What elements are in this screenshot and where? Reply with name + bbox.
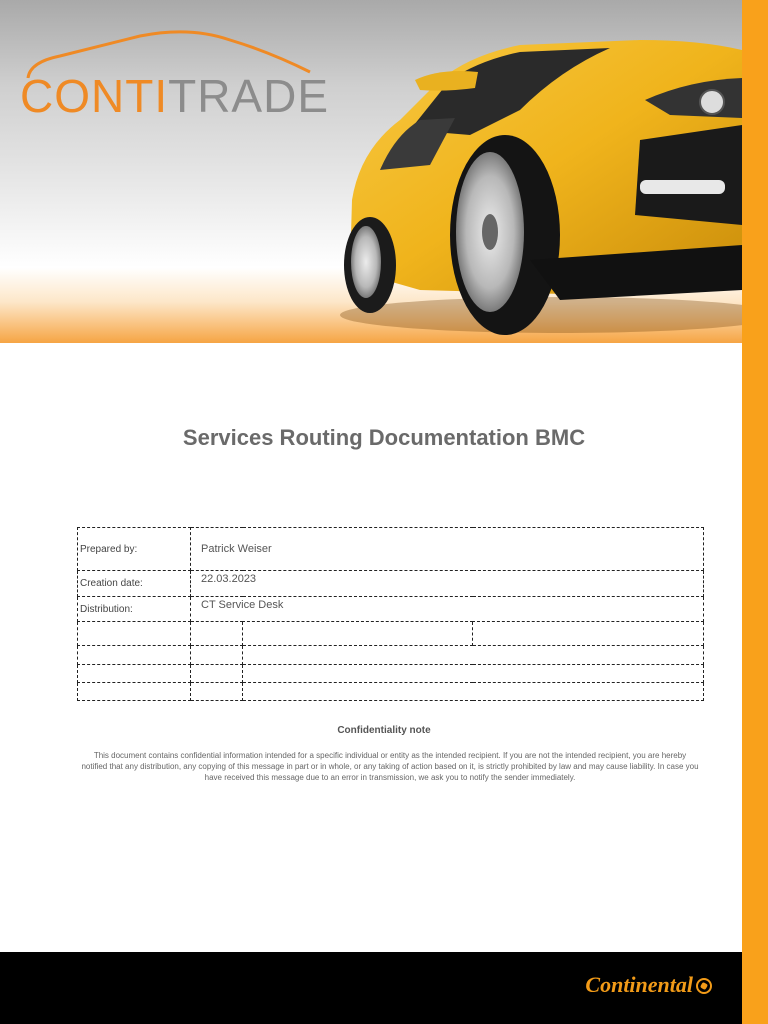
- continental-brand: Continental: [585, 972, 693, 997]
- continental-logo: [585, 972, 712, 998]
- orange-side-stripe: [742, 0, 768, 1024]
- creation-date-label: Creation date:: [78, 571, 191, 597]
- logo-conti: CONTI: [20, 70, 169, 122]
- confidentiality-text: This document contains confidential information intended for a specific individual or entity as the intended recipient. If you are not the intended recipient, you are hereby notified that any distribution, any copying of this message in part or in whole, or any taking of action based on it, is strictly prohibited by law and may cause liability. In case you have received this message due to an error in transmission, we ask you to notify the sender immediately.: [81, 751, 699, 782]
- header-banner: [0, 0, 742, 343]
- confidentiality-title: Confidentiality note: [337, 725, 431, 736]
- document-title: Services Routing Documentation BMC: [182, 425, 586, 450]
- prepared-label: Prepared by:: [78, 528, 191, 571]
- logo-trade: TRADE: [168, 70, 330, 122]
- distribution-value: CT Service Desk: [191, 597, 704, 622]
- table-row: [78, 683, 704, 701]
- table-row: [78, 622, 704, 646]
- document-info-table: [77, 527, 704, 701]
- contitrade-logo: [20, 26, 330, 126]
- horse-emblem-icon: [696, 978, 712, 994]
- creation-date-value: 22.03.2023: [191, 571, 704, 597]
- table-row: [78, 665, 704, 683]
- prepared-value: Patrick Weiser: [191, 528, 704, 571]
- table-row: [78, 646, 704, 665]
- distribution-label: Distribution:: [78, 597, 191, 622]
- footer-bar: [0, 952, 742, 1024]
